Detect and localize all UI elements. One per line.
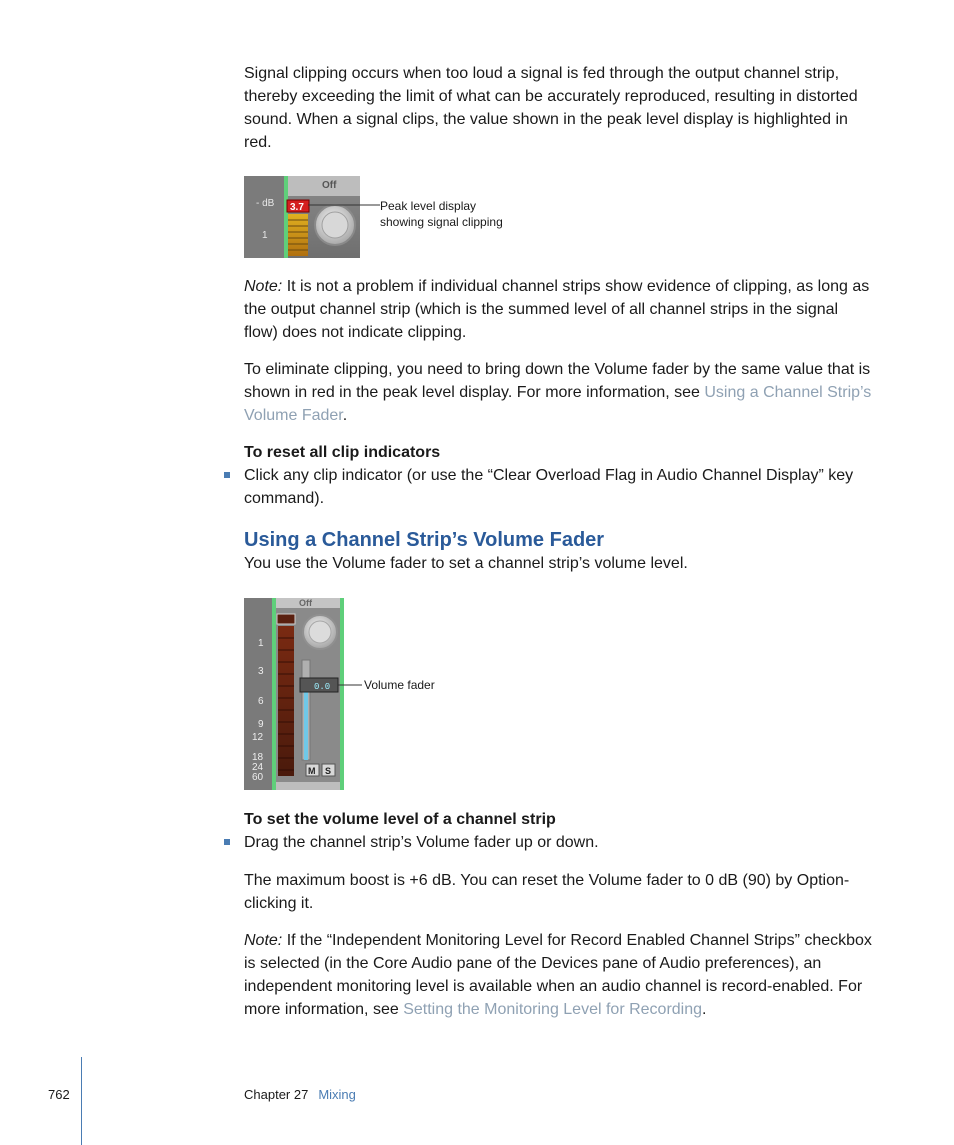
fader-value: 0.0	[314, 682, 331, 692]
volume-fader-callout: Volume fader	[364, 678, 435, 692]
monitoring-level-link[interactable]: Setting the Monitoring Level for Recording	[403, 1001, 703, 1018]
period: .	[342, 407, 348, 424]
peak-callout-line2: showing signal clipping	[380, 215, 503, 229]
bullet-icon	[224, 839, 230, 845]
volume-fader-link[interactable]: Using a Channel Strip’s Volume Fader	[244, 384, 872, 424]
peak-level-figure	[244, 176, 360, 258]
bullet-icon	[224, 472, 230, 478]
list-item	[224, 831, 876, 854]
scale-6: 6	[258, 696, 264, 707]
off-label: Off	[299, 598, 312, 608]
list-item	[224, 464, 876, 510]
scale-3: 3	[258, 666, 264, 677]
scale-60: 60	[252, 772, 264, 783]
step-text: Drag the channel strip’s Volume fader up or down.	[244, 834, 599, 851]
scale-24: 24	[252, 762, 264, 773]
clipping-paragraph	[244, 358, 876, 427]
page-number: 762	[48, 1087, 70, 1102]
note-paragraph-2	[244, 929, 876, 1021]
scale-12: 12	[252, 732, 264, 743]
peak-callout-line1: Peak level display	[380, 199, 477, 213]
mute-label: M	[308, 766, 316, 776]
scale-label: 1	[262, 230, 268, 241]
callout-line	[338, 684, 362, 688]
scale-9: 9	[258, 719, 264, 730]
solo-label: S	[325, 766, 332, 776]
chapter-label: Chapter 27	[244, 1087, 309, 1102]
clip-indicator[interactable]	[277, 614, 295, 624]
note-text: It is not a problem if individual channel strips show evidence of clipping, as long as the output channel strip (which is the summed level of all channel strips in the signal flow) does not indicate clipping.	[244, 278, 870, 341]
note-text: If the “Independent Monitoring Level for Record Enabled Channel Strips” checkbox is selected (in the Core Audio pane of the Devices pane of Audio preferences), an independent monitoring level is available when an audio channel is record-enabled. For more information, see	[244, 932, 872, 1018]
db-label: - dB	[256, 198, 275, 209]
scale-1: 1	[258, 638, 264, 649]
section-intro: You use the Volume fader to set a channel strip’s volume level.	[244, 555, 688, 572]
note-label: Note:	[244, 932, 283, 949]
step-text: Click any clip indicator (or use the “Clear Overload Flag in Audio Channel Display” key command).	[244, 467, 854, 507]
off-label: Off	[322, 180, 337, 191]
task-heading-reset: To reset all clip indicators	[244, 444, 441, 461]
footer-divider	[81, 1057, 82, 1145]
callout-line	[308, 204, 380, 208]
period: .	[702, 1001, 707, 1018]
intro-paragraph: Signal clipping occurs when too loud a signal is fed through the output channel strip, thereby exceeding the limit of what can be accurately reproduced, resulting in distorted sound. When a signal clips, the value shown in the peak level display is highlighted in red.	[244, 65, 858, 151]
max-boost-paragraph: The maximum boost is +6 dB. You can reset the Volume fader to 0 dB (90) by Option-clicking it.	[244, 872, 850, 912]
task-heading-volume: To set the volume level of a channel strip	[244, 811, 556, 828]
section-link[interactable]: Mixing	[318, 1087, 356, 1102]
volume-fader-figure	[244, 598, 344, 790]
scale-18: 18	[252, 752, 264, 763]
section-heading: Using a Channel Strip’s Volume Fader	[244, 529, 605, 551]
clipping-text: To eliminate clipping, you need to bring down the Volume fader by the same value that is shown in red in the peak level display. For more information, see	[244, 361, 871, 401]
peak-value: 3.7	[290, 202, 304, 213]
note-label: Note:	[244, 278, 283, 295]
level-meter	[278, 626, 294, 776]
footer-chapter	[244, 1087, 356, 1102]
note-paragraph-1	[244, 275, 876, 344]
peak-callout	[380, 198, 503, 230]
